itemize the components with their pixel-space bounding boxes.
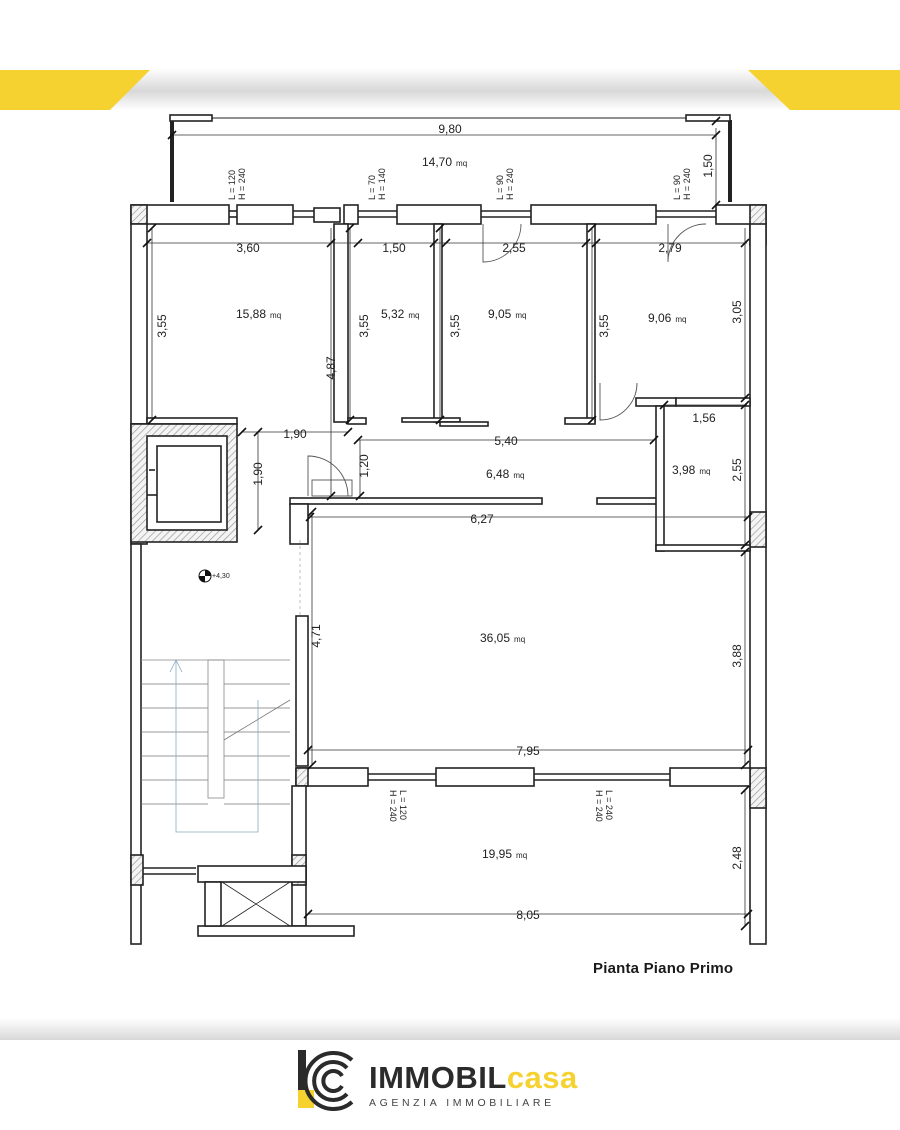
dim-room3-depth: 3,55 [448,314,462,338]
svg-text:L = 120: L = 120 [227,170,237,200]
dim-left-corridor: 4,87 [324,356,338,380]
dim-corridor-depth: 1,20 [357,454,371,478]
dim-living-right: 3,88 [730,644,744,668]
opening-w1 [227,168,247,200]
dim-room2-width: 1,50 [382,241,406,255]
svg-text:H = 240: H = 240 [682,168,692,200]
footer [0,1040,900,1125]
svg-text:H = 240: H = 240 [505,168,515,200]
plan-title: Pianta Piano Primo [593,960,734,977]
area-bottom-room: 19,95 mq [482,847,528,861]
svg-text:H = 240: H = 240 [594,790,604,822]
area-small-room: 3,98 mq [672,463,711,477]
svg-text:L = 70: L = 70 [367,175,377,200]
dim-room2-depth: 3,55 [357,314,371,338]
svg-text:L = 120: L = 120 [398,790,408,820]
dim-bottom-overall: 8,05 [516,908,540,922]
level-label: +4,30 [212,573,230,580]
opening-w3 [495,168,515,200]
svg-text:L = 90: L = 90 [495,175,505,200]
dim-living-left: 4,71 [309,624,323,648]
area-corridor: 6,48 mq [486,467,525,481]
svg-text:L = 240: L = 240 [604,790,614,820]
area-room1: 15,88 mq [236,307,282,321]
dim-room4-width: 2,79 [658,241,682,255]
opening-w2 [367,168,387,200]
area-room2: 5,32 mq [381,307,420,321]
level-marker [199,570,230,582]
svg-text:H = 240: H = 240 [388,790,398,822]
dim-living-bottom: 7,95 [516,744,540,758]
svg-text:H = 140: H = 140 [377,168,387,200]
svg-text:L = 90: L = 90 [672,175,682,200]
area-living: 36,05 mq [480,631,526,645]
opening-w4 [672,168,692,200]
opening-w5 [388,790,408,822]
area-room3: 9,05 mq [488,307,527,321]
top-banner [0,68,900,110]
dim-balcony-depth: 1,50 [701,154,715,178]
brand-name: IMMOBILcasa [369,1060,578,1095]
dim-top-overall: 9,80 [438,122,462,136]
dim-room1-width: 3,60 [236,241,260,255]
dim-small-room-width: 1,56 [692,411,716,425]
dim-corridor-width: 5,40 [494,434,518,448]
svg-text:H = 240: H = 240 [237,168,247,200]
dim-lift-depth: 1,90 [251,462,265,486]
dim-room1-depth: 3,55 [155,314,169,338]
dim-living-top: 6,27 [470,512,494,526]
dim-bottom-room-right: 2,48 [730,846,744,870]
dim-small-room-depth: 2,55 [730,458,744,482]
brand-tagline: AGENZIA IMMOBILIARE [369,1097,555,1109]
area-balcony: 14,70 mq [422,155,468,169]
brand-logo-icon [296,1046,366,1116]
staircase [141,660,290,832]
dim-room4-right: 3,05 [730,300,744,324]
walls [131,115,766,944]
dim-lift-width: 1,90 [283,427,307,441]
area-room4: 9,06 mq [648,311,687,325]
opening-w6 [594,790,614,822]
dim-room4-depth: 3,55 [597,314,611,338]
dim-room3-width: 2,55 [502,241,526,255]
